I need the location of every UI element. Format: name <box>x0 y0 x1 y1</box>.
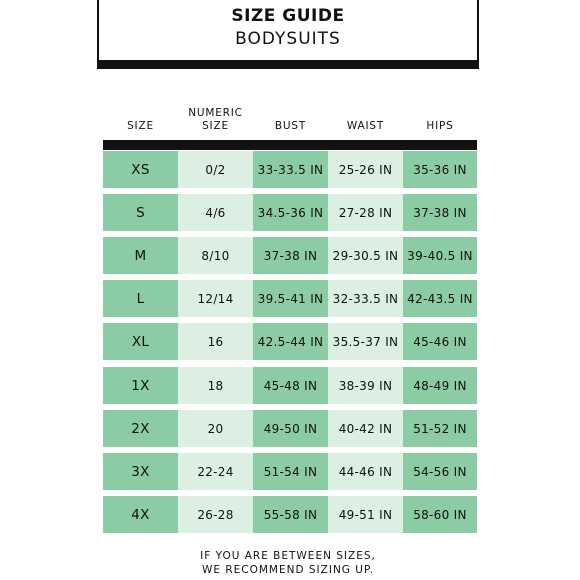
table-row <box>103 453 477 490</box>
cell-bust: 34.5-36 IN <box>253 194 328 231</box>
table-row <box>103 410 477 447</box>
cell-waist: 40-42 IN <box>328 410 403 447</box>
cell-hips: 42-43.5 IN <box>403 280 477 317</box>
cell-bust: 33-33.5 IN <box>253 151 328 188</box>
cell-hips: 54-56 IN <box>403 453 477 490</box>
page-subtitle: BODYSUITS <box>235 29 341 49</box>
table-row <box>103 237 477 274</box>
cell-hips: 35-36 IN <box>403 151 477 188</box>
cell-waist: 32-33.5 IN <box>328 280 403 317</box>
table-row <box>103 280 477 317</box>
cell-size: M <box>103 237 178 274</box>
cell-bust: 55-58 IN <box>253 496 328 533</box>
table-header-rule <box>103 140 477 150</box>
cell-size: S <box>103 194 178 231</box>
cell-size: 1X <box>103 367 178 404</box>
cell-size: XL <box>103 323 178 360</box>
cell-size: 4X <box>103 496 178 533</box>
table-row <box>103 194 477 231</box>
table-row <box>103 367 477 404</box>
table-row <box>103 323 477 360</box>
cell-waist: 44-46 IN <box>328 453 403 490</box>
cell-waist: 25-26 IN <box>328 151 403 188</box>
column-header-bust: BUST <box>274 120 307 132</box>
table-row <box>103 496 477 533</box>
sizing-note-line-2: WE RECOMMEND SIZING UP. <box>201 564 374 576</box>
cell-hips: 45-46 IN <box>403 323 477 360</box>
cell-numeric-size: 22-24 <box>178 453 253 490</box>
cell-numeric-size: 26-28 <box>178 496 253 533</box>
cell-hips: 51-52 IN <box>403 410 477 447</box>
cell-bust: 42.5-44 IN <box>253 323 328 360</box>
column-header-numeric-size: NUMERIC SIZE <box>188 107 243 132</box>
cell-size: L <box>103 280 178 317</box>
sizing-note-line-1: IF YOU ARE BETWEEN SIZES, <box>200 550 376 562</box>
cell-bust: 45-48 IN <box>253 367 328 404</box>
cell-waist: 29-30.5 IN <box>328 237 403 274</box>
cell-bust: 49-50 IN <box>253 410 328 447</box>
cell-waist: 35.5-37 IN <box>328 323 403 360</box>
column-header-waist: WAIST <box>346 120 385 132</box>
column-header-size: SIZE <box>127 120 154 132</box>
cell-numeric-size: 18 <box>178 367 253 404</box>
cell-size: 3X <box>103 453 178 490</box>
cell-waist: 49-51 IN <box>328 496 403 533</box>
cell-numeric-size: 16 <box>178 323 253 360</box>
cell-hips: 37-38 IN <box>403 194 477 231</box>
cell-bust: 37-38 IN <box>253 237 328 274</box>
cell-hips: 39-40.5 IN <box>403 237 477 274</box>
cell-hips: 48-49 IN <box>403 367 477 404</box>
sizing-note <box>97 549 479 577</box>
cell-bust: 39.5-41 IN <box>253 280 328 317</box>
cell-bust: 51-54 IN <box>253 453 328 490</box>
cell-size: XS <box>103 151 178 188</box>
cell-numeric-size: 0/2 <box>178 151 253 188</box>
table-row <box>103 151 477 188</box>
cell-numeric-size: 12/14 <box>178 280 253 317</box>
column-header-hips: HIPS <box>426 120 454 132</box>
header-underline-bar <box>97 60 479 69</box>
cell-waist: 38-39 IN <box>328 367 403 404</box>
cell-numeric-size: 8/10 <box>178 237 253 274</box>
cell-hips: 58-60 IN <box>403 496 477 533</box>
cell-size: 2X <box>103 410 178 447</box>
cell-numeric-size: 20 <box>178 410 253 447</box>
cell-numeric-size: 4/6 <box>178 194 253 231</box>
page-title: SIZE GUIDE <box>231 6 345 26</box>
cell-waist: 27-28 IN <box>328 194 403 231</box>
